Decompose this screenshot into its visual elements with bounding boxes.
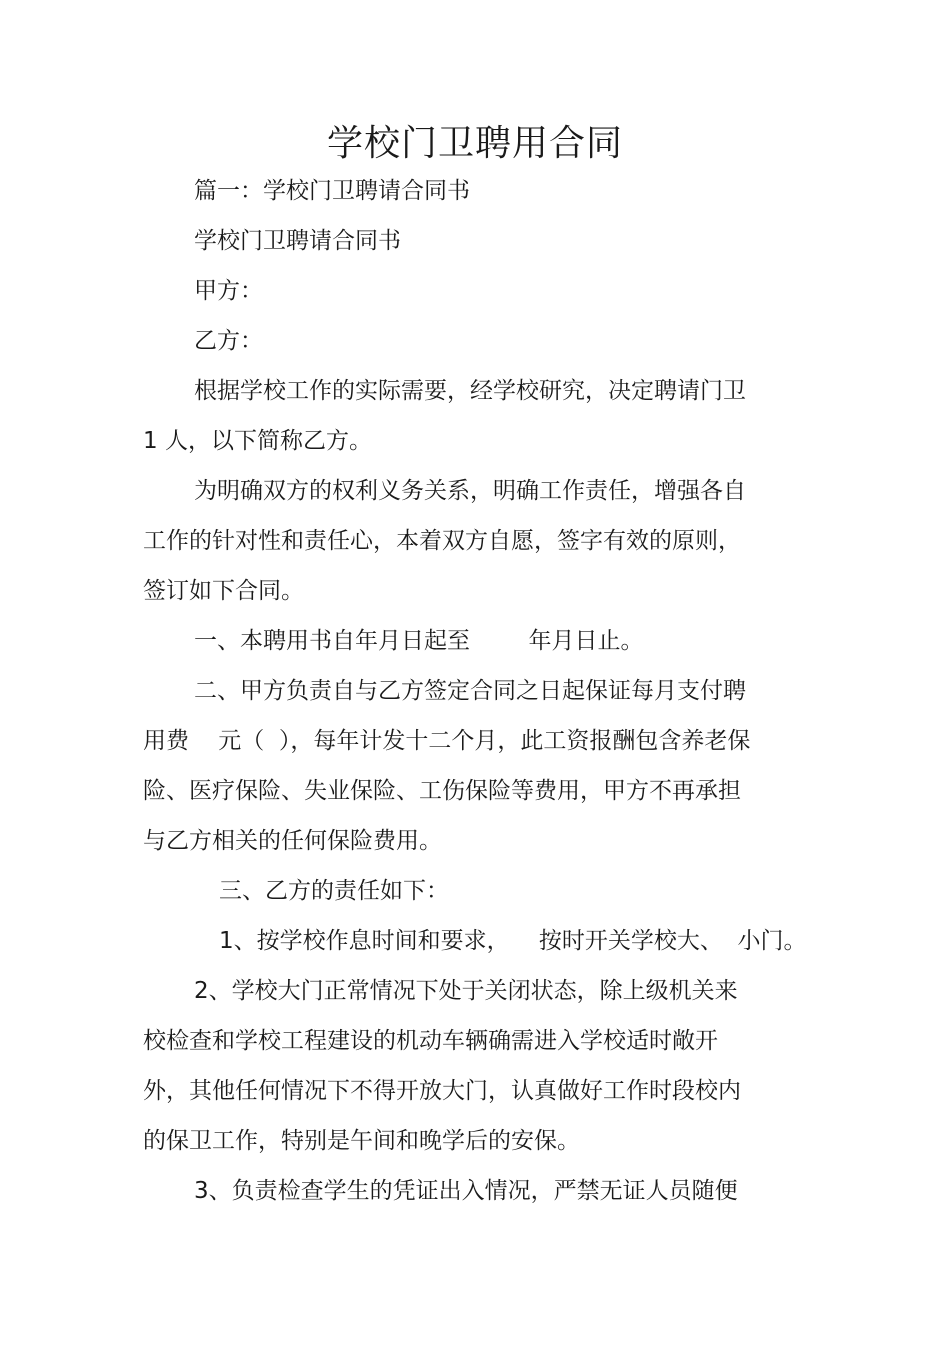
paragraph-line: 根据学校工作的实际需要，经学校研究，决定聘请门卫 xyxy=(194,378,746,404)
paragraph-line: 为明确双方的权利义务关系，明确工作责任，增强各自 xyxy=(194,478,746,504)
clause-line: 2、学校大门正常情况下处于关闭状态，除上级机关来 xyxy=(194,978,738,1004)
clause-line: 校检查和学校工程建设的机动车辆确需进入学校适时敞开 xyxy=(143,1028,718,1054)
clause-line: 3、负责检查学生的凭证出入情况，严禁无证人员随便 xyxy=(194,1178,738,1204)
clause-line: 三、乙方的责任如下： xyxy=(219,878,449,904)
clause-line: 1、按学校作息时间和要求， 按时开关学校大、 小门。 xyxy=(219,928,807,954)
clause-line: 与乙方相关的任何保险费用。 xyxy=(143,828,442,854)
clause-line: 的保卫工作，特别是午间和晚学后的安保。 xyxy=(143,1128,580,1154)
clause-line: 一、本聘用书自年月日起至 年月日止。 xyxy=(194,628,644,654)
paragraph-line: 1 人，以下简称乙方。 xyxy=(143,428,372,454)
party-b-label: 乙方： xyxy=(194,328,263,354)
party-a-label: 甲方： xyxy=(194,278,263,304)
paragraph-line: 签订如下合同。 xyxy=(143,578,304,604)
clause-line: 险、医疗保险、失业保险、工伤保险等费用，甲方不再承担 xyxy=(143,778,741,804)
clause-line: 用费 元（ ），每年计发十二个月，此工资报酬包含养老保 xyxy=(143,728,751,754)
paragraph-line: 工作的针对性和责任心，本着双方自愿，签字有效的原则， xyxy=(143,528,741,554)
document-title: 学校门卫聘用合同 xyxy=(326,123,623,164)
clause-line: 外，其他任何情况下不得开放大门，认真做好工作时段校内 xyxy=(143,1078,741,1104)
contract-subtitle: 学校门卫聘请合同书 xyxy=(194,228,401,254)
clause-line: 二、甲方负责自与乙方签定合同之日起保证每月支付聘 xyxy=(194,678,746,704)
section-heading: 篇一：学校门卫聘请合同书 xyxy=(194,178,470,204)
